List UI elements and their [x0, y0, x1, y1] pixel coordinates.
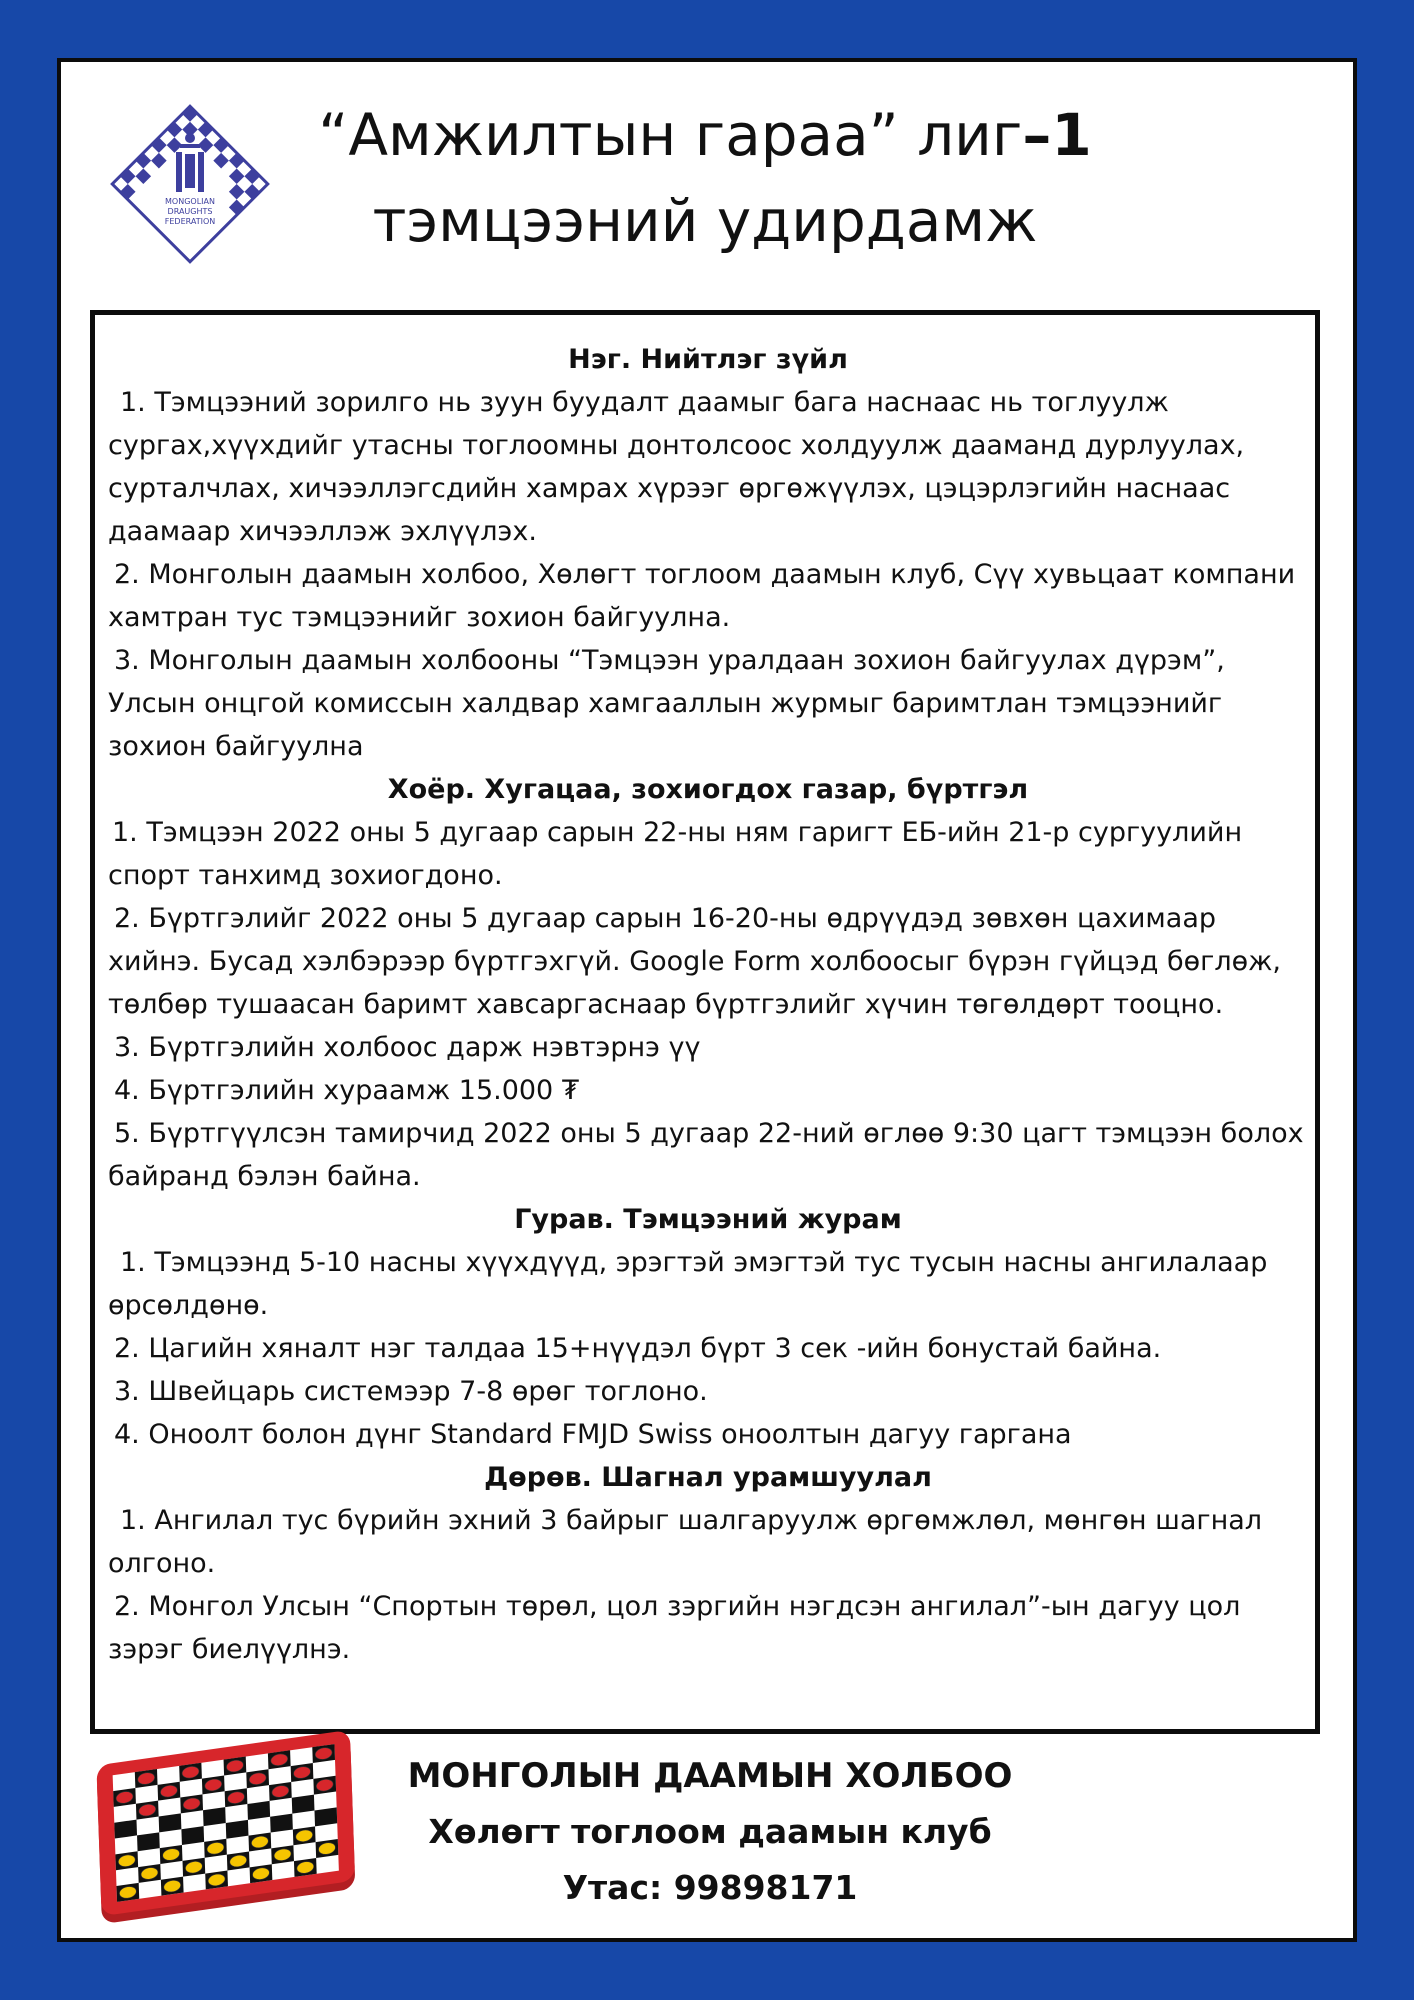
board-dark-square: [159, 1813, 182, 1832]
section-1-item-1: 1. Тэмцээний зорилго нь зуун буудалт даамыг бага наснаас нь тоглуулж сургах,хүүхдийг утасны тоглоомны донтолсоос холдуулж дааманд дурлуулах, сурталчлах, хичээллэгсдийн хамрах хүрээг өргөжүүлэх, цэцэрлэгийн наснаас даамаар хичээллэж эхлүүлэх.: [108, 387, 1245, 547]
section-2-item-4: 4. Бүртгэлийн хураамж 15.000 ₮: [114, 1075, 579, 1106]
board-dark-square: [114, 1820, 137, 1839]
section-3-item-1: 1. Тэмцээнд 5-10 насны хүүхдүүд, эрэгтэй эмэгтэй тус тусын насны ангилалаар өрсөлдөнө.: [108, 1247, 1268, 1321]
section-2-item-3[interactable]: 3. Бүртгэлийн холбоос дарж нэвтэрнэ үү: [114, 1032, 701, 1063]
footer-org: МОНГОЛЫН ДААМЫН ХОЛБОО: [407, 1756, 1013, 1796]
draughts-board-image: [86, 1730, 366, 1930]
section-4-item-1: 1. Ангилал тус бүрийн эхний 3 байрыг шалгаруулж өргөмжлөл, мөнгөн шагнал олгоно.: [108, 1505, 1263, 1579]
logo-text-1: MONGOLIAN: [165, 197, 215, 206]
page-title: [290, 92, 1120, 264]
section-1-heading: Нэг. Нийтлэг зүйл: [568, 344, 848, 375]
board-dark-square: [292, 1795, 315, 1814]
section-1-item-2: 2. Монголын даамын холбоо, Хөлөгт тоглоом даамын клуб, Сүү хувьцаат компани хамтран тус тэмцээнийг зохион байгуулна.: [108, 559, 1296, 633]
logo-text-2: DRAUGHTS: [167, 207, 213, 216]
federation-logo: [110, 104, 270, 264]
section-4-heading: Дөрөв. Шагнал урамшуулал: [484, 1462, 932, 1493]
title-line-1: [290, 92, 1120, 178]
board-dark-square: [270, 1814, 293, 1833]
footer-club: Хөлөгт тоглоом даамын клуб: [428, 1812, 992, 1851]
logo-text-3: FEDERATION: [164, 217, 216, 226]
section-3-heading: Гурав. Тэмцээний журам: [514, 1204, 902, 1235]
section-2-item-5: 5. Бүртгүүлсэн тамирчид 2022 оны 5 дугаар 22-ний өглөө 9:30 цагт тэмцээн болох байранд бэлэн байна.: [108, 1118, 1304, 1192]
section-2-item-1: 1. Тэмцээн 2022 оны 5 дугаар сарын 22-ны ням гаригт ЕБ-ийн 21-р сургуулийн спорт танхимд зохиогдоно.: [108, 817, 1243, 891]
footer: [330, 1748, 1090, 1916]
board-dark-square: [181, 1826, 204, 1845]
board-dark-square: [137, 1832, 160, 1851]
section-4-item-2: 2. Монгол Улсын “Спортын төрөл, цол зэргийн нэгдсэн ангилал”-ын дагуу цол зэрэг биелүүлнэ.: [108, 1591, 1241, 1665]
section-2-heading: Хоёр. Хугацаа, зохиогдох газар, бүртгэл: [387, 774, 1029, 805]
footer-phone: Утас: 99898171: [562, 1868, 858, 1907]
section-3-item-4: 4. Оноолт болон дүнг Standard FMJD Swiss оноолтын дагуу гаргана: [114, 1419, 1072, 1450]
title-line-1-text: “Амжилтын гараа” лиг: [318, 101, 1023, 169]
section-3-item-3: 3. Швейцарь системээр 7-8 өрөг тоглоно.: [114, 1376, 708, 1407]
section-3-item-2: 2. Цагийн хяналт нэг талдаа 15+нүүдэл бүрт 3 сек -ийн бонустай байна.: [114, 1333, 1162, 1364]
board-dark-square: [247, 1801, 270, 1820]
board-dark-square: [226, 1820, 249, 1839]
regulation-content: [108, 338, 1308, 1671]
section-1-item-3: 3. Монголын даамын холбооны “Тэмцээн уралдаан зохион байгуулах дүрэм”, Улсын онцгой комиссын халдвар хамгааллын журмыг баримтлан тэмцээнийг зохион байгуулна: [108, 645, 1225, 762]
title-line-2: тэмцээний удирдамж: [372, 187, 1038, 255]
section-2-item-2: 2. Бүртгэлийг 2022 оны 5 дугаар сарын 16-20-ны өдрүүдэд зөвхөн цахимаар хийнэ. Бусад хэлбэрээр бүртгэхгүй. Google Form холбоосыг бүрэн гүйцэд бөглөж, төлбөр тушаасан баримт хавсаргаснаар бүртгэлийг хүчин төгөлдөрт тооцно.: [108, 903, 1282, 1020]
title-line-1-number: –1: [1022, 101, 1092, 169]
board-dark-square: [203, 1807, 226, 1826]
